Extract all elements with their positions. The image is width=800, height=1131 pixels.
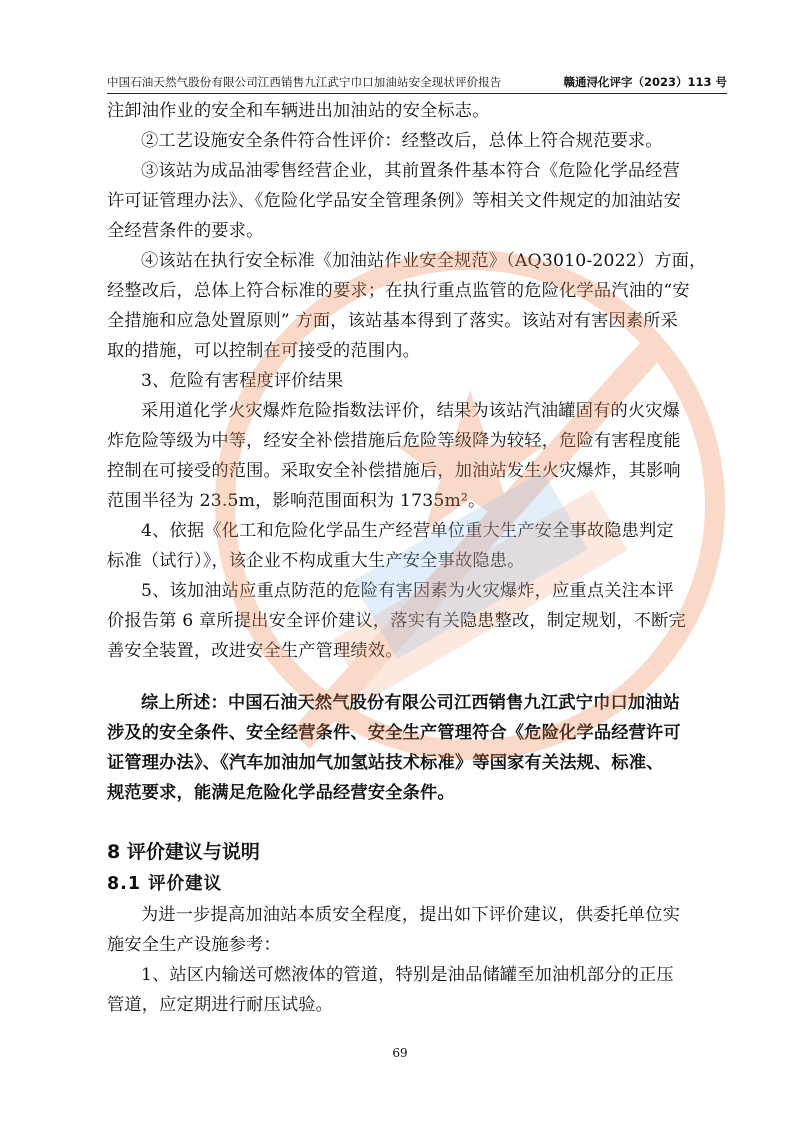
header-doc-number: 赣通浔化评字（2023）113 号 <box>563 75 727 89</box>
body-line: ②工艺设施安全条件符合性评价：经整改后，总体上符合规范要求。 <box>141 131 663 151</box>
body-line: 价报告第 6 章所提出安全评价建议，落实有关隐患整改，制定规划，不断完 <box>107 611 686 631</box>
body-line: 5、该加油站应重点防范的危险有害因素为火灾爆炸，应重点关注本评 <box>141 581 674 601</box>
body-line: 经整改后，总体上符合标准的要求；在执行重点监管的危险化学品汽油的“安 <box>107 281 690 301</box>
body-line: 标准（试行）》，该企业不构成重大生产安全事故隐患。 <box>107 551 525 571</box>
body-line: 4、依据《化工和危险化学品生产经营单位重大生产安全事故隐患判定 <box>141 521 674 541</box>
body-line: 炸危险等级为中等，经安全补偿措施后危险等级降为较轻，危险有害程度能 <box>107 431 681 451</box>
body-line: 采用道化学火灾爆炸危险指数法评价，结果为该站汽油罐固有的火灾爆 <box>141 401 681 421</box>
summary-line: 规范要求，能满足危险化学品经营安全条件。 <box>107 783 455 803</box>
body-line: 3、危险有害程度评价结果 <box>141 371 344 391</box>
body-line: 许可证管理办法》、《危险化学品安全管理条例》等相关文件规定的加油站安 <box>107 191 681 211</box>
section-line: 施安全生产设施参考： <box>107 935 281 955</box>
body-line: 注卸油作业的安全和车辆进出加油站的安全标志。 <box>107 101 490 121</box>
subsection-heading: 8.1 评价建议 <box>107 874 223 894</box>
body-line: 全经营条件的要求。 <box>107 221 264 241</box>
page-content <box>107 96 727 1020</box>
body-line: 控制在可接受的范围。采取安全补偿措施后，加油站发生火灾爆炸，其影响 <box>107 461 681 481</box>
body-line: ④该站在执行安全标准《加油站作业安全规范》（AQ3010-2022）方面， <box>141 251 707 271</box>
page-number: 69 <box>392 1046 408 1060</box>
section-heading: 8 评价建议与说明 <box>107 841 260 863</box>
section-line: 1、站区内输送可燃液体的管道，特别是油品储罐至加油机部分的正压 <box>141 965 674 985</box>
section-line: 为进一步提高加油站本质安全程度，提出如下评价建议，供委托单位实 <box>141 905 681 925</box>
summary-line: 综上所述：中国石油天然气股份有限公司江西销售九江武宁巾口加油站 <box>141 693 681 713</box>
body-line: 全措施和应急处置原则” 方面，该站基本得到了落实。该站对有害因素所采 <box>107 311 679 331</box>
header-title: 中国石油天然气股份有限公司江西销售九江武宁巾口加油站安全现状评价报告 <box>107 75 502 89</box>
body-line: 范围半径为 23.5m，影响范围面积为 1735m²。 <box>107 491 486 511</box>
summary-line: 涉及的安全条件、安全经营条件、安全生产管理符合《危险化学品经营许可 <box>107 723 681 743</box>
spacer <box>107 666 727 688</box>
body-line: 取的措施，可以控制在可接受的范围内。 <box>107 341 420 361</box>
page-header <box>107 70 727 94</box>
spacer <box>107 808 727 836</box>
body-line: ③该站为成品油零售经营企业，其前置条件基本符合《危险化学品经营 <box>141 161 681 181</box>
section-line: 管道，应定期进行耐压试验。 <box>107 995 334 1015</box>
summary-line: 证管理办法》、《汽车加油加气加氢站技术标准》等国家有关法规、标准、 <box>107 753 664 773</box>
body-line: 善安全装置，改进安全生产管理绩效。 <box>107 641 403 661</box>
